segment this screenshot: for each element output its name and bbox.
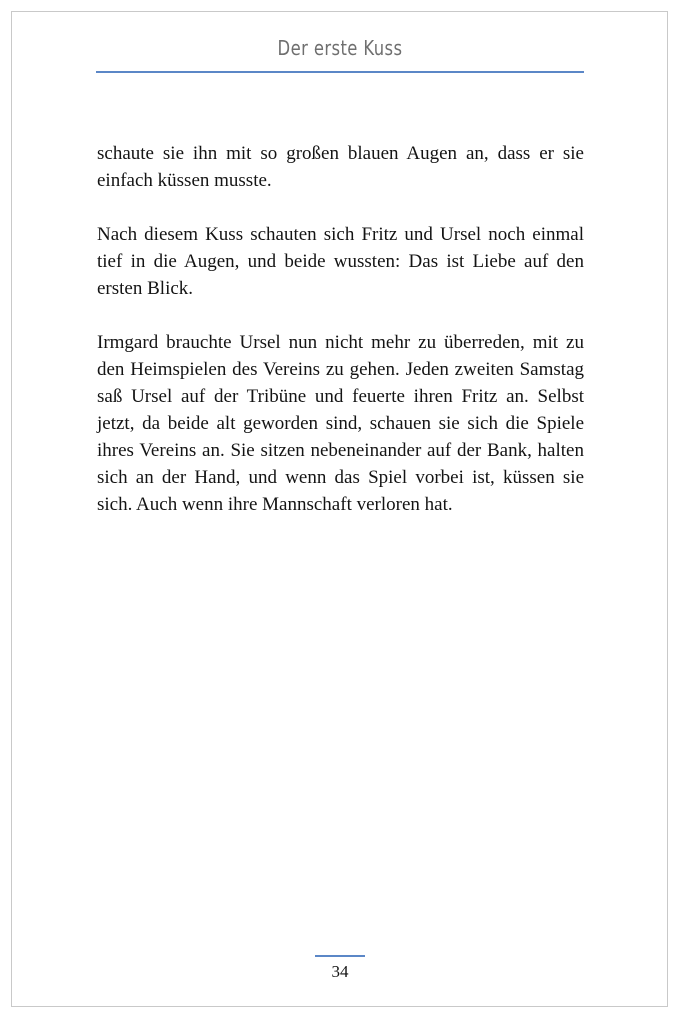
paragraph-2: Nach diesem Kuss schauten sich Fritz und Ursel noch einmal tief in die Augen, und beide wussten: Das ist Liebe auf den ersten Blick. xyxy=(97,224,584,299)
paragraph-1: schaute sie ihn mit so großen blauen Augen an, dass er sie einfach küssen musste. xyxy=(97,143,584,191)
paragraph-3: Irmgard brauchte Ursel nun nicht mehr zu überreden, mit zu den Heimspielen des Vereins zu gehen. Jeden zweiten Samstag saß Ursel auf der Tribüne und feuerte ihren Fritz an. Selbst jetzt, da beide alt geworden sind, schauen sie sich die Spiele ihres Vereins an. Sie sitzen nebeneinander auf der Bank, halten sich an der Hand, und wenn das Spiel vorbei ist, küssen sie sich. Auch wenn ihre Mannschaft verloren hat. xyxy=(97,332,584,515)
running-head-title: Der erste Kuss xyxy=(277,36,403,60)
header-divider xyxy=(96,71,584,73)
page-number: 34 xyxy=(331,962,349,981)
footer-divider xyxy=(315,955,365,957)
body-text xyxy=(97,140,584,545)
